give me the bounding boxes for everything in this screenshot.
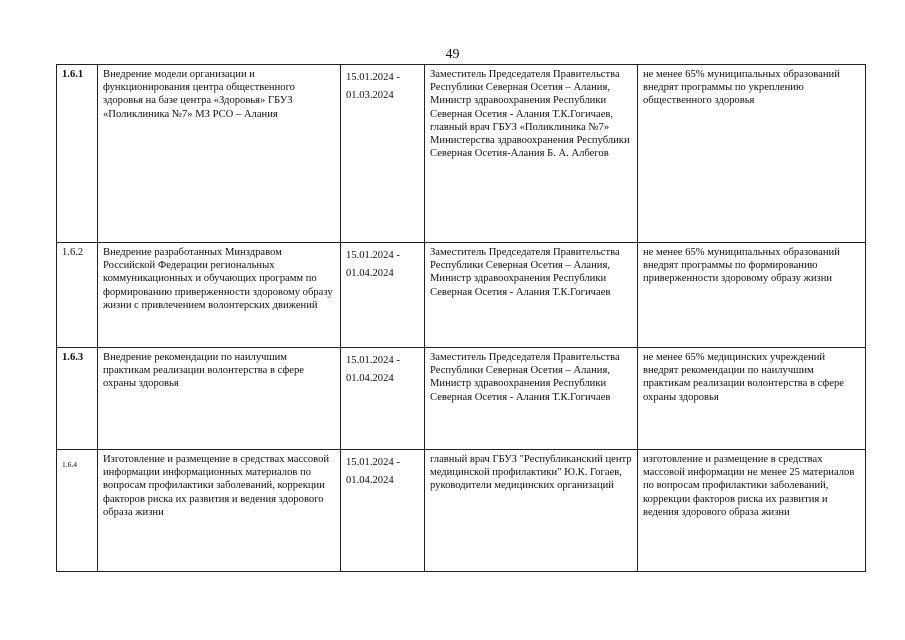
expected-result: не менее 65% муниципальных образований внедрят программы по формированию приверженности здоровому образу жизни (638, 243, 866, 348)
expected-result: изготовление и размещение в средствах массовой информации не менее 25 материалов по вопросам профилактики заболеваний, коррекции факторов риска их развития и ведения здорового образа жизни (638, 450, 866, 572)
table-row (57, 348, 866, 450)
expected-result: не менее 65% муниципальных образований внедрят программы по укреплению общественного здоровья (638, 65, 866, 243)
deadline-cell (341, 450, 425, 572)
table-row (57, 450, 866, 572)
responsible-persons: главный врач ГБУЗ "Республиканский центр медицинской профилактики" Ю.К. Гогаев, руководители медицинских организаций (425, 450, 638, 572)
date-start: 15.01.2024 - (346, 250, 400, 261)
measure-title: Изготовление и размещение в средствах массовой информации информационных материалов по вопросам профилактики заболеваний, коррекции факторов риска их развития и ведения здорового образа жизни (98, 450, 341, 572)
responsible-persons: Заместитель Председателя Правительства Республики Северная Осетия – Алания, Министр здравоохранения Республики Северная Осетия - Алания Т.К.Гогичаев (425, 348, 638, 450)
row-number: 1.6.4 (57, 450, 98, 572)
deadline-cell (341, 65, 425, 243)
responsible-persons: Заместитель Председателя Правительства Республики Северная Осетия – Алания, Министр здравоохранения Республики Северная Осетия - Алания Т.К.Гогичаев (425, 243, 638, 348)
measure-title: Внедрение рекомендации по наилучшим практикам реализации волонтерства в сфере охраны здоровья (98, 348, 341, 450)
deadline-cell (341, 348, 425, 450)
date-start: 15.01.2024 - (346, 457, 400, 468)
page-number: 49 (445, 47, 460, 62)
date-start: 15.01.2024 - (346, 355, 400, 366)
row-number: 1.6.2 (57, 243, 98, 348)
deadline-cell (341, 243, 425, 348)
date-start: 15.01.2024 - (346, 72, 400, 83)
responsible-persons: Заместитель Председателя Правительства Республики Северная Осетия – Алания, Министр здравоохранения Республики Северная Осетия - Алания Т.К.Гогичаев, главный врач ГБУЗ «Поликлиника №7» Министерства здравоохранения Республики Северная Осетия-Алания Б. А. Албегов (425, 65, 638, 243)
measure-title: Внедрение модели организации и функционирования центра общественного здоровья на базе центра «Здоровья» ГБУЗ «Поликлиника №7» МЗ РСО – Алания (98, 65, 341, 243)
measure-title: Внедрение разработанных Минздравом Российской Федерации региональных коммуникационных и обучающих программ по формированию приверженности здоровому образу жизни с привлечением волонтерских движений (98, 243, 341, 348)
expected-result: не менее 65% медицинских учреждений внедрят рекомендации по наилучшим практикам реализации волонтерства в сфере охраны здоровья (638, 348, 866, 450)
row-number: 1.6.1 (57, 65, 98, 243)
date-end: 01.04.2024 (346, 475, 394, 486)
row-number: 1.6.3 (57, 348, 98, 450)
measures-table (56, 64, 866, 572)
date-end: 01.03.2024 (346, 90, 394, 101)
table-row (57, 65, 866, 243)
date-end: 01.04.2024 (346, 268, 394, 279)
table-row (57, 243, 866, 348)
date-end: 01.04.2024 (346, 373, 394, 384)
